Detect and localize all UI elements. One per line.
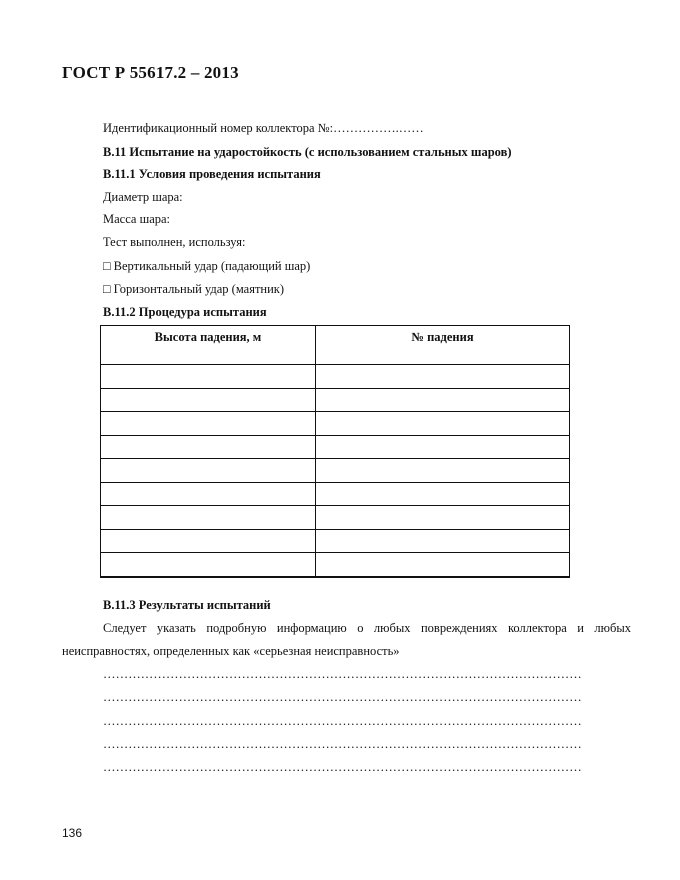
document-header: ГОСТ Р 55617.2 – 2013 bbox=[62, 63, 239, 82]
subsection-title-procedure: B.11.2 Процедура испытания bbox=[103, 305, 267, 319]
table-row bbox=[101, 365, 570, 389]
answer-dotted-line[interactable]: …………………………………………………………………………………………………… bbox=[103, 737, 582, 751]
table-cell[interactable] bbox=[101, 459, 316, 483]
table-row bbox=[101, 506, 570, 530]
table-cell[interactable] bbox=[101, 412, 316, 436]
results-paragraph-line-2: неисправностях, определенных как «серьезная неисправность» bbox=[62, 644, 400, 658]
table-cell[interactable] bbox=[316, 529, 570, 553]
table-cell[interactable] bbox=[316, 365, 570, 389]
section-title: B.11 Испытание на ударостойкость (с использованием стальных шаров) bbox=[103, 145, 512, 159]
table-row bbox=[101, 412, 570, 436]
table-cell[interactable] bbox=[101, 388, 316, 412]
ball-mass-label: Масса шара: bbox=[103, 212, 171, 226]
table-cell[interactable] bbox=[101, 529, 316, 553]
table-row bbox=[101, 435, 570, 459]
option-vertical-impact: □ Вертикальный удар (падающий шар) bbox=[103, 259, 311, 273]
test-using-label: Тест выполнен, используя: bbox=[103, 235, 246, 249]
table-row bbox=[101, 529, 570, 553]
table-cell[interactable] bbox=[316, 412, 570, 436]
table-cell[interactable] bbox=[316, 553, 570, 577]
option-horizontal-impact: □ Горизонтальный удар (маятник) bbox=[103, 282, 285, 296]
subsection-title-results: B.11.3 Результаты испытаний bbox=[103, 598, 271, 612]
answer-dotted-line[interactable]: …………………………………………………………………………………………………… bbox=[103, 690, 582, 704]
page-number: 136 bbox=[62, 826, 83, 840]
table-cell[interactable] bbox=[101, 553, 316, 577]
table-cell[interactable] bbox=[316, 435, 570, 459]
table-cell[interactable] bbox=[316, 482, 570, 506]
collector-id-line: Идентификационный номер коллектора №:…………….…… bbox=[103, 121, 424, 135]
table-cell[interactable] bbox=[316, 506, 570, 530]
table-cell[interactable] bbox=[101, 506, 316, 530]
column-header-drop-number: № падения bbox=[316, 326, 570, 365]
table-cell[interactable] bbox=[101, 435, 316, 459]
table-row bbox=[101, 553, 570, 577]
results-paragraph-line-1: Следует указать подробную информацию о любых повреждениях коллектора и любых bbox=[103, 621, 631, 635]
ball-diameter-label: Диаметр шара: bbox=[103, 190, 183, 204]
table-cell[interactable] bbox=[101, 482, 316, 506]
table-cell[interactable] bbox=[316, 459, 570, 483]
subsection-title-conditions: B.11.1 Условия проведения испытания bbox=[103, 167, 321, 181]
answer-dotted-line[interactable]: …………………………………………………………………………………………………… bbox=[103, 714, 582, 728]
procedure-table bbox=[100, 325, 570, 578]
table-row bbox=[101, 482, 570, 506]
table-row bbox=[101, 388, 570, 412]
answer-dotted-line[interactable]: …………………………………………………………………………………………………… bbox=[103, 760, 582, 774]
table-cell[interactable] bbox=[101, 365, 316, 389]
table-cell[interactable] bbox=[316, 388, 570, 412]
table-header-row bbox=[101, 326, 570, 365]
answer-dotted-line[interactable]: …………………………………………………………………………………………………… bbox=[103, 667, 582, 681]
table-row bbox=[101, 459, 570, 483]
column-header-drop-height: Высота падения, м bbox=[101, 326, 316, 365]
